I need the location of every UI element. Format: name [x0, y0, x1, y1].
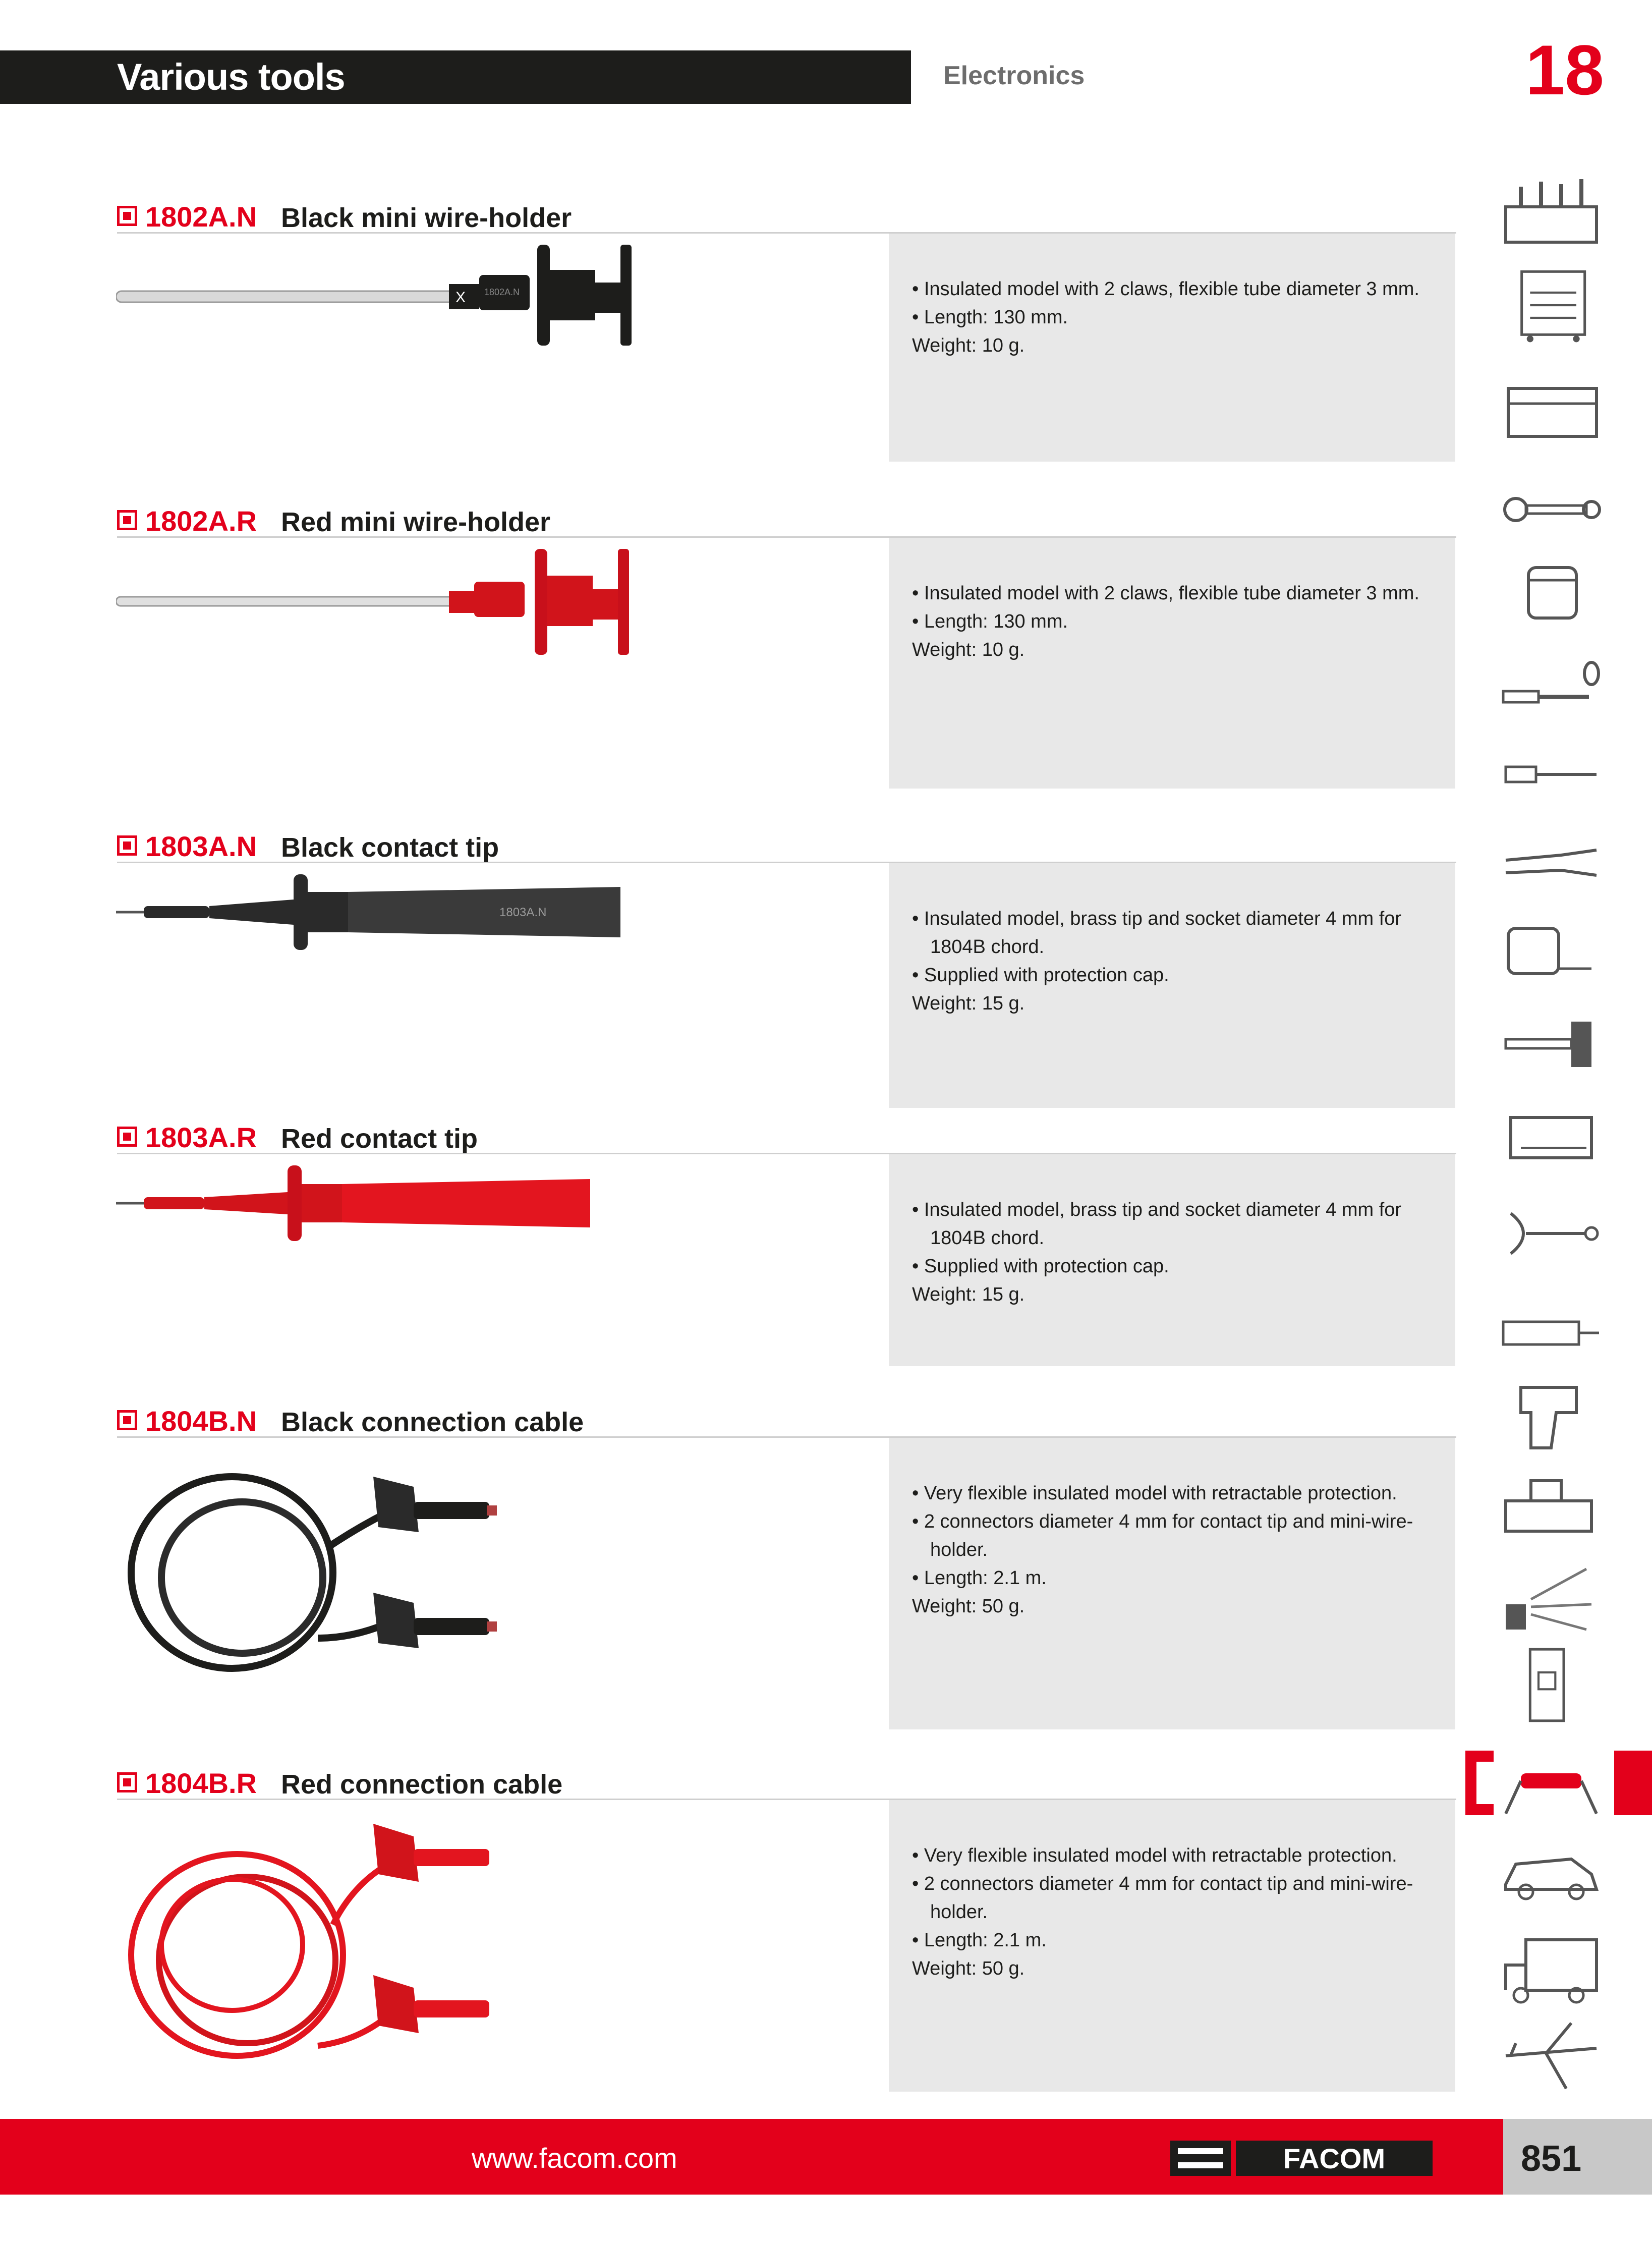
tool-box-icon[interactable]: [1501, 373, 1602, 449]
product-name: Black mini wire-holder: [281, 203, 572, 233]
product-heading: [117, 1123, 1456, 1154]
description-line: Weight: 50 g.: [912, 1596, 1025, 1617]
tool-kit-icon[interactable]: [1501, 177, 1602, 252]
description-line: Weight: 50 g.: [912, 1958, 1025, 1979]
product-ref: 1803A.R: [145, 1122, 257, 1153]
puller-icon[interactable]: [1501, 1196, 1602, 1271]
bullet-square-icon: [117, 835, 137, 856]
wrench-icon[interactable]: [1501, 472, 1602, 547]
cable-black-image: [116, 1446, 545, 1699]
description-line: • Length: 2.1 m.: [912, 1567, 1047, 1589]
bullet-square-icon: [117, 1772, 137, 1792]
active-section-marker: [1465, 1751, 1494, 1815]
bullet-square-icon: [117, 1127, 137, 1147]
contact-tip-marking: 1803A.N: [499, 906, 547, 919]
description-line: • Insulated model with 2 claws, flexible tube diameter 3 mm.: [912, 583, 1419, 604]
pliers-icon[interactable]: [1501, 827, 1602, 903]
chapter-number: 18: [1525, 30, 1604, 109]
description-line: holder.: [930, 1539, 988, 1560]
product-description: [889, 863, 1455, 1108]
wire-holder-black-image: [116, 240, 671, 356]
product-heading: [117, 202, 1456, 234]
cable-red-image: [116, 1809, 545, 2071]
description-line: • Insulated model with 2 claws, flexible tube diameter 3 mm.: [912, 278, 1419, 300]
bullet-square-icon: [117, 510, 137, 530]
product-name: Red mini wire-holder: [281, 507, 551, 537]
description-line: • Supplied with protection cap.: [912, 1256, 1169, 1277]
product-name: Red connection cable: [281, 1769, 563, 1800]
product-ref: 1804B.R: [145, 1767, 257, 1799]
section-label: Electronics: [943, 61, 1085, 90]
product-name: Black contact tip: [281, 832, 499, 863]
wire-holder-marking: 1802A.N: [484, 287, 520, 297]
description-line: holder.: [930, 1901, 988, 1923]
description-line: • Very flexible insulated model with retractable protection.: [912, 1483, 1397, 1504]
page-number: 851: [1521, 2139, 1582, 2179]
website-link[interactable]: www.facom.com: [472, 2142, 677, 2174]
product-description: [889, 1154, 1455, 1366]
product-ref: 1804B.N: [145, 1405, 257, 1437]
product-description: [889, 1438, 1455, 1729]
airplane-icon[interactable]: [1501, 2018, 1602, 2094]
x-mark: X: [455, 289, 466, 306]
product-ref: 1802A.N: [145, 201, 257, 233]
tool-cabinet-icon[interactable]: [1501, 267, 1602, 343]
description-line: • Supplied with protection cap.: [912, 965, 1169, 986]
product-description: [889, 538, 1455, 789]
product-name: Red contact tip: [281, 1124, 478, 1154]
description-line: • Insulated model, brass tip and socket diameter 4 mm for: [912, 908, 1402, 929]
description-line: • 2 connectors diameter 4 mm for contact tip and mini-wire-: [912, 1511, 1413, 1532]
product-heading: [117, 506, 1456, 538]
description-line: Weight: 10 g.: [912, 335, 1025, 356]
description-line: 1804B chord.: [930, 1227, 1045, 1249]
page-title: Various tools: [117, 56, 345, 98]
wire-holder-red-image: [116, 546, 671, 657]
hammer-icon[interactable]: [1501, 1006, 1602, 1082]
hacksaw-icon[interactable]: [1501, 1100, 1602, 1175]
description-line: • Length: 130 mm.: [912, 611, 1068, 632]
description-line: Weight: 10 g.: [912, 639, 1025, 660]
description-line: Weight: 15 g.: [912, 1284, 1025, 1305]
facom-logo: [1170, 2138, 1443, 2178]
cable-icon[interactable]: [1501, 1756, 1602, 1831]
torque-wrench-icon[interactable]: [1501, 651, 1602, 726]
safety-icon[interactable]: [1501, 1559, 1602, 1635]
description-line: • Length: 130 mm.: [912, 307, 1068, 328]
description-line: 1804B chord.: [930, 936, 1045, 958]
description-line: • Length: 2.1 m.: [912, 1930, 1047, 1951]
description-line: Weight: 15 g.: [912, 993, 1025, 1014]
description-line: • 2 connectors diameter 4 mm for contact tip and mini-wire-: [912, 1873, 1413, 1894]
product-description: [889, 234, 1455, 462]
impact-wrench-icon[interactable]: [1501, 1377, 1602, 1453]
socket-icon[interactable]: [1501, 555, 1602, 631]
product-name: Black connection cable: [281, 1407, 584, 1437]
bullet-square-icon: [117, 1410, 137, 1430]
screwdriver-icon[interactable]: [1501, 737, 1602, 812]
description-line: • Insulated model, brass tip and socket diameter 4 mm for: [912, 1199, 1402, 1220]
car-icon[interactable]: [1501, 1836, 1602, 1912]
product-description: [889, 1800, 1455, 2092]
tape-measure-icon[interactable]: [1501, 913, 1602, 989]
chapter-tab: [1614, 1751, 1652, 1815]
product-ref: 1803A.N: [145, 830, 257, 862]
electronic-tester-icon[interactable]: [1501, 1294, 1602, 1370]
vice-icon[interactable]: [1501, 1468, 1602, 1544]
description-line: • Very flexible insulated model with retractable protection.: [912, 1845, 1397, 1866]
contact-tip-black-image: [116, 872, 631, 952]
bullet-square-icon: [117, 206, 137, 226]
contact-tip-red-image: [116, 1163, 595, 1244]
product-heading: [117, 1768, 1456, 1800]
product-heading: [117, 831, 1456, 863]
brand-name: FACOM: [1283, 2143, 1386, 2174]
product-heading: [117, 1406, 1456, 1438]
circuit-breaker-icon[interactable]: [1501, 1647, 1602, 1723]
truck-icon[interactable]: [1501, 1932, 1602, 2008]
product-ref: 1802A.R: [145, 505, 257, 537]
